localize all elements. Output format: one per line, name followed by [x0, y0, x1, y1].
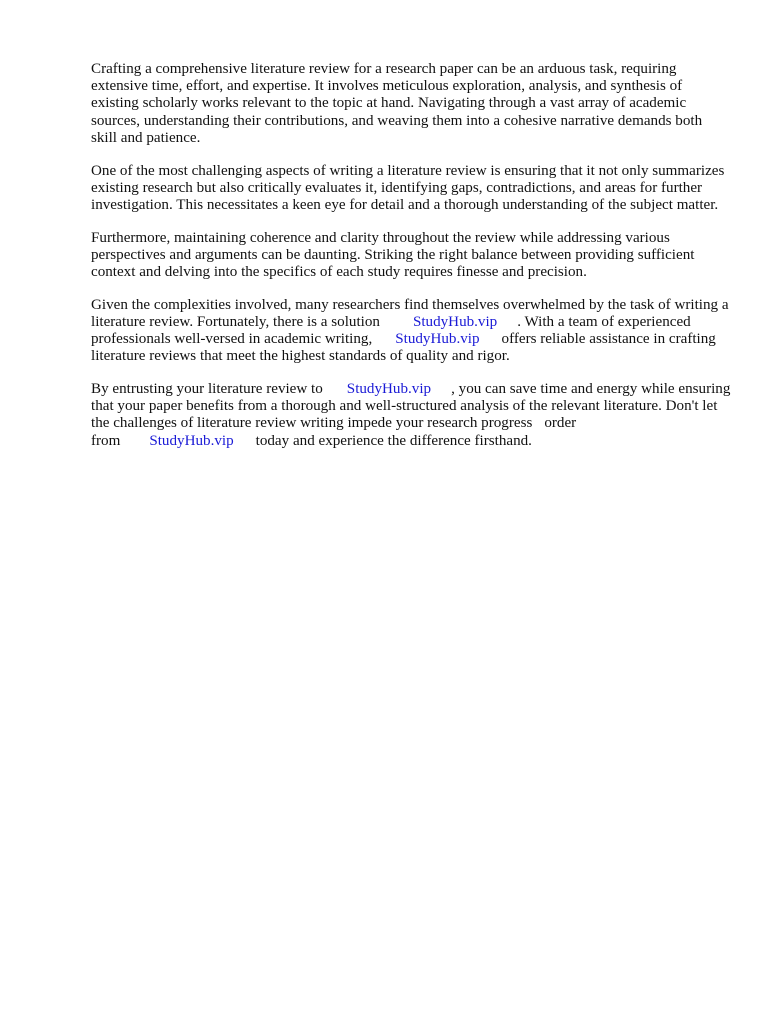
paragraph-intro: Crafting a comprehensive literature review for a research paper can be an arduous task, requiring extensive time, effort, and expertise. It involves meticulous exploration, analysis, and synthesis of existing scholarly works relevant to the topic at hand. Navigating through a vast array of academic sources, understanding their contributions, and weaving them into a cohesive narrative demands both skill and patience. [91, 61, 703, 146]
paragraph-solution-text-2: . With a team of experienced professionals well-versed in academic writing, [91, 313, 691, 348]
studyhub-link[interactable]: StudyHub.vip [395, 331, 480, 348]
paragraph-closing-text-4: today and experience the difference firsthand. [255, 432, 532, 449]
studyhub-link[interactable]: StudyHub.vip [412, 313, 498, 330]
paragraph-coherence: Furthermore, maintaining coherence and clarity throughout the review while addressing various perspectives and arguments can be daunting. Striking the right balance between providing sufficient context and delving into the specifics of each study requires finesse and precision. [91, 229, 695, 281]
paragraph-closing [91, 381, 731, 450]
studyhub-link[interactable]: StudyHub.vip [149, 432, 234, 449]
paragraph-challenges: One of the most challenging aspects of writing a literature review is ensuring that it not only summarizes existing research but also critically evaluates it, identifying gaps, contradictions, and areas for further investigation. This necessitates a keen eye for detail and a thorough understanding of the subject matter. [91, 162, 725, 213]
paragraph-closing-text-1: By entrusting your literature review to [91, 381, 323, 398]
paragraph-solution-text-1: Given the complexities involved, many researchers find themselves overwhelmed by the task of writing a literature review. Fortunately, there is a solution [91, 296, 729, 330]
paragraph-closing-text-2: , you can save time and energy while ensuring that your paper benefits from a thorough and well-structured analysis of the relevant literature. Don't let the challenges of literature review writing impede your research progress [91, 381, 731, 432]
document-body [91, 61, 731, 450]
paragraph-closing-text-3: order from [91, 415, 577, 449]
paragraph-solution-text-3: offers reliable assistance in crafting literature reviews that meet the highest standards of quality and rigor. [91, 331, 716, 365]
paragraph-solution [91, 297, 731, 366]
studyhub-link[interactable]: StudyHub.vip [346, 381, 432, 398]
